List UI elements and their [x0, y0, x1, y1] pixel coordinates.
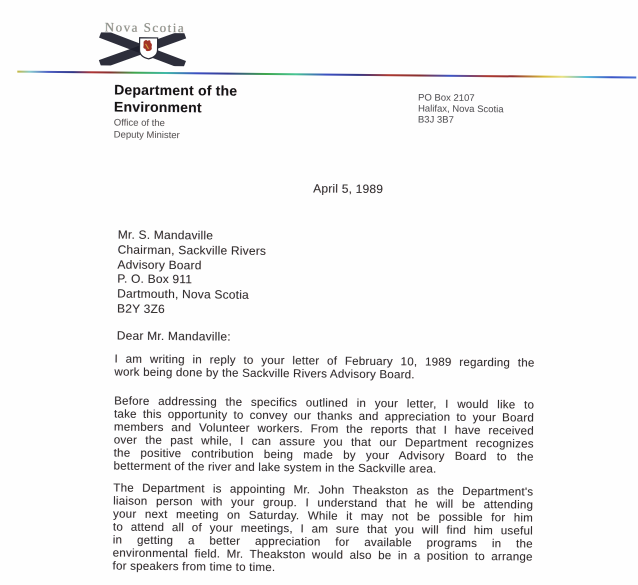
body-line: betterment of the river and lake system in the Sackville area.: [113, 459, 437, 476]
recipient-line: Mr. S. Mandaville: [117, 227, 214, 243]
office-line: Office of the: [113, 117, 165, 130]
office-of-deputy-minister: [114, 118, 180, 142]
body-line: in getting a better appreciation for available programs in the: [112, 533, 533, 551]
body-line: Before addressing the specifics outlined in your letter, I would like to: [114, 394, 535, 412]
letterhead-address-line: Halifax, Nova Scotia: [417, 103, 504, 116]
nova-scotia-flag-icon: [98, 32, 186, 66]
recipient-line: B2Y 3Z6: [116, 301, 165, 317]
body-line: for speakers from time to time.: [112, 559, 276, 575]
nova-scotia-wordmark: Nova Scotia: [104, 19, 186, 36]
paragraph-1: [114, 353, 534, 383]
body-line: work being done by the Sackville Rivers Advisory Board.: [114, 365, 415, 382]
body-line: over the past while, I can assure you that our Department recognizes: [113, 433, 534, 451]
letter-date: April 5, 1989: [313, 181, 384, 197]
recipient-line: P. O. Box 911: [117, 271, 193, 287]
recipient-address: [117, 228, 266, 318]
body-line: liaison person with your group. I understand that he will be attending: [113, 494, 534, 512]
office-line: Deputy Minister: [113, 129, 180, 141]
body-line: environmental field. Mr. Theakston would also be in a position to arrange: [112, 546, 533, 564]
letterhead-address-line: B3J 3B7: [417, 114, 454, 126]
body-line: The Department is appointing Mr. John Theakston as the Department's: [113, 481, 534, 499]
paragraph-2: [113, 395, 534, 477]
recipient-line: Chairman, Sackville Rivers: [117, 242, 267, 258]
letterhead-address: [418, 92, 504, 126]
body-line: members and Volunteer workers. From the reports that I have received: [113, 420, 534, 438]
letterhead-rule: [17, 71, 636, 79]
department-title: [114, 82, 238, 117]
body-line: to attend all of your meetings, I am sure that you will find him useful: [112, 520, 533, 538]
body-line: take this opportunity to convey our thanks and appreciation to your Board: [113, 407, 535, 425]
shield-icon: [139, 38, 157, 59]
department-title-line: Environment: [113, 98, 202, 116]
body-line: the positive contribution being made by your Advisory Board to the: [113, 446, 534, 464]
recipient-line: Advisory Board: [117, 257, 202, 272]
letterhead-address-line: PO Box 2107: [418, 92, 475, 104]
body-line: I am writing in reply to your letter of February 10, 1989 regarding the: [114, 352, 535, 370]
department-title-line: Department of the: [114, 81, 238, 99]
salutation: Dear Mr. Mandaville:: [116, 328, 231, 344]
body-line: your next meeting on Saturday. While it may not be possible for him: [113, 507, 534, 525]
recipient-line: Dartmouth, Nova Scotia: [117, 286, 250, 303]
paragraph-3: [113, 482, 534, 577]
